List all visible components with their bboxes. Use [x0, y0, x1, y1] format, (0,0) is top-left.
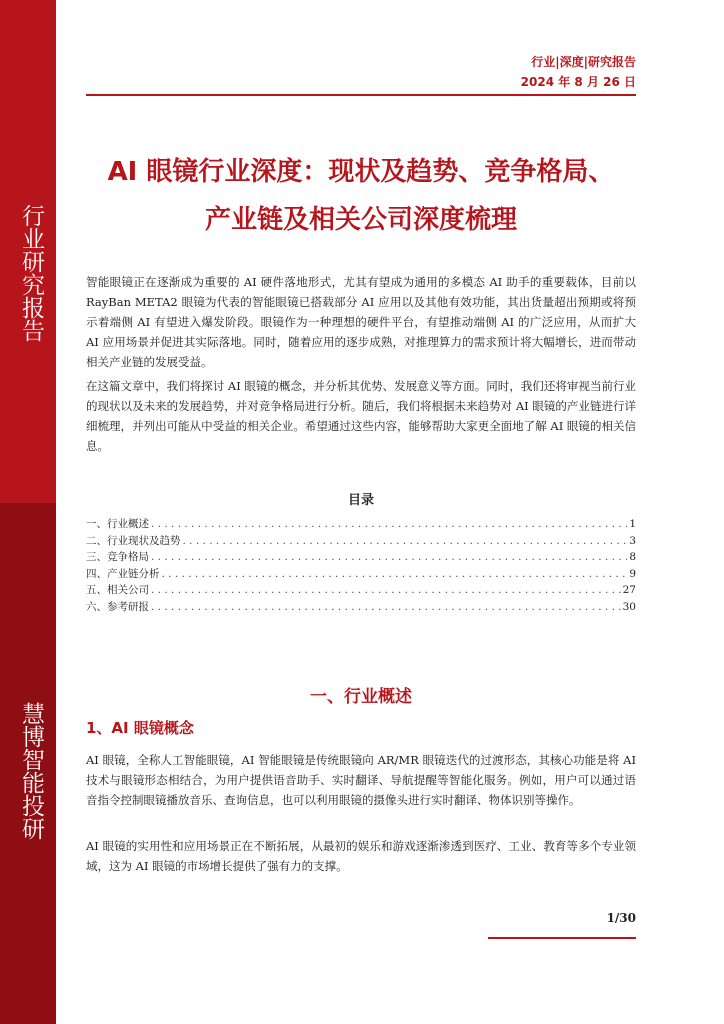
sidebar-label-brand: 慧博智能投研 — [18, 702, 44, 840]
toc-item-label: 一、行业概述 — [86, 518, 149, 530]
page-number: 1/30 — [606, 911, 636, 925]
intro-paragraph-1: 智能眼镜正在逐渐成为重要的 AI 硬件落地形式，尤其有望成为通用的多模态 AI 助手的重要载体，目前以 RayBan META2 眼镜为代表的智能眼镜已搭载部分 AI 应用以及其他有效功能，其出货量超出预期或将预示着端侧 AI 有望进入爆发阶段。眼镜作为一种理想的硬件平台，有望推动端侧 AI 的广泛应用，从而扩大 AI 应用场景并促进其实际落地。同时，随着应用的逐步成熟，对推理算力的需求预计将大幅增长，进而带动相关产业链的发展受益。 — [86, 275, 636, 369]
toc-item-label: 三、竞争格局 — [86, 551, 149, 563]
toc-item[interactable] — [86, 533, 636, 550]
toc-item-label: 四、产业链分析 — [86, 567, 160, 580]
toc-title: 目录 — [347, 493, 374, 508]
body-paragraph-2: AI 眼镜的实用性和应用场景正在不断拓展，从最初的娱乐和游戏逐渐渗透到医疗、工业、教育等多个专业领域，这为 AI 眼镜的市场增长提供了强有力的支撑。 — [86, 839, 636, 873]
toc-leader — [151, 582, 621, 599]
footer-divider — [488, 937, 636, 939]
table-of-contents — [86, 516, 636, 615]
toc-item[interactable] — [86, 566, 636, 583]
toc-leader — [151, 516, 627, 533]
toc-item-label: 六、参考研报 — [86, 600, 149, 613]
toc-leader — [162, 566, 628, 583]
report-date: 2024 年 8 月 26 日 — [520, 75, 636, 89]
toc-item-page: 8 — [629, 551, 636, 563]
toc-item-page: 1 — [629, 518, 636, 530]
toc-item-page: 3 — [629, 534, 636, 547]
toc-item[interactable] — [86, 599, 636, 616]
body-paragraph-1: AI 眼镜，全称人工智能眼镜，AI 智能眼镜是传统眼镜向 AR/MR 眼镜迭代的过渡形态，其核心功能是将 AI 技术与眼镜形态相结合，为用户提供语音助手、实时翻译、导航提醒等智能化服务。例如，用户可以通过语音指令控制眼镜播放音乐、查询信息，也可以利用眼镜的摄像头进行实时翻译、物体识别等操作。 — [86, 753, 636, 807]
subsection-heading: 1、AI 眼镜概念 — [86, 719, 194, 737]
toc-item[interactable] — [86, 549, 636, 566]
toc-item-page: 30 — [622, 600, 636, 613]
toc-item-label: 二、行业现状及趋势 — [86, 534, 181, 547]
section-heading: 一、行业概述 — [310, 687, 412, 707]
report-header — [521, 52, 636, 92]
toc-leader — [151, 599, 621, 616]
toc-leader — [183, 533, 628, 550]
report-title — [86, 148, 636, 244]
toc-item[interactable] — [86, 582, 636, 599]
toc-item-page: 9 — [629, 567, 636, 580]
sidebar-label-research-report: 行业研究报告 — [18, 204, 44, 342]
toc-item-page: 27 — [622, 584, 636, 596]
intro-paragraph-2: 在这篇文章中，我们将探讨 AI 眼镜的概念，并分析其优势、发展意义等方面。同时，我们还将审视当前行业的现状以及未来的发展趋势，并对竞争格局进行分析。随后，我们将根据未来趋势对 AI 眼镜的产业链进行详细梳理，并列出可能从中受益的相关企业。希望通过这些内容，能够帮助大家更全面地了解 AI 眼镜的相关信息。 — [86, 379, 636, 453]
toc-item[interactable] — [86, 516, 636, 533]
header-divider — [86, 94, 636, 96]
title-line-2: 产业链及相关公司深度梳理 — [204, 205, 517, 235]
report-category: 行业|深度|研究报告 — [531, 55, 636, 69]
toc-leader — [151, 549, 627, 566]
toc-item-label: 五、相关公司 — [86, 584, 149, 596]
title-line-1: AI 眼镜行业深度：现状及趋势、竞争格局、 — [107, 157, 615, 187]
